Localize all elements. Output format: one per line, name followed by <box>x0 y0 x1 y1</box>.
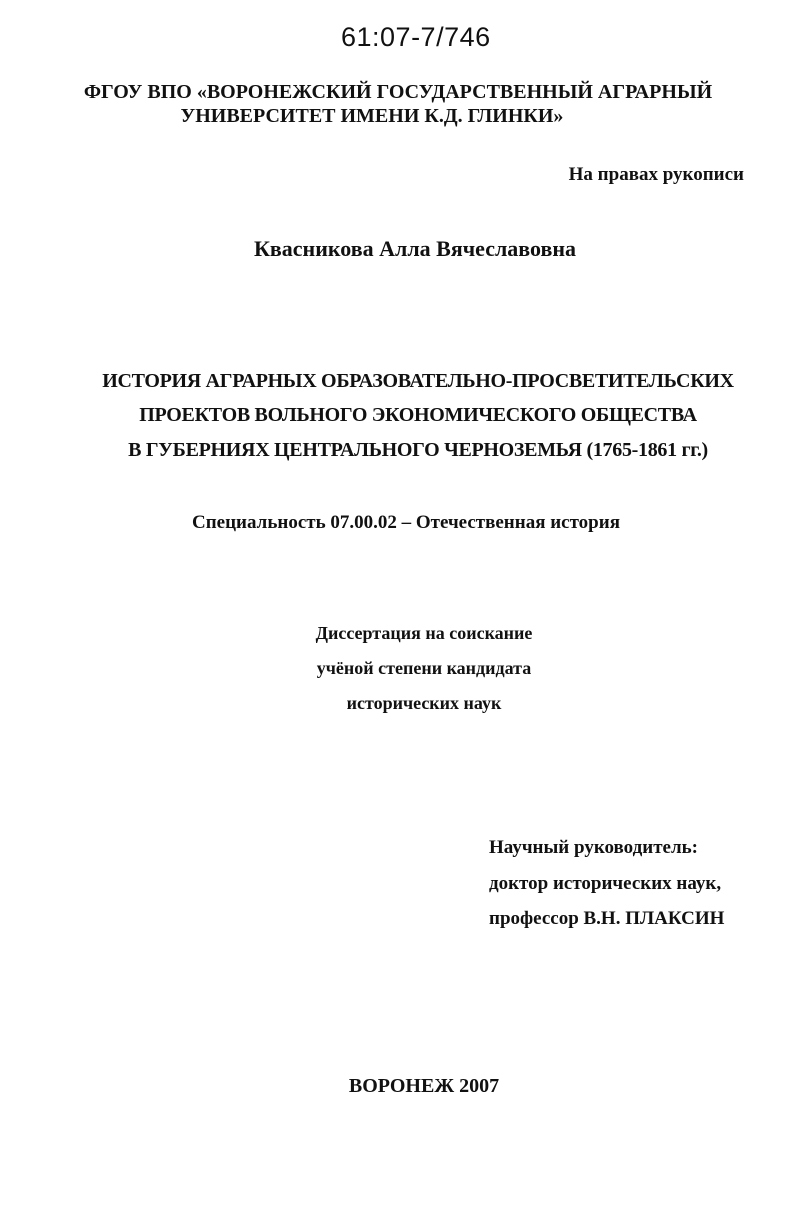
supervisor-name: профессор В.Н. ПЛАКСИН <box>489 908 725 929</box>
degree-line-3: исторических наук <box>346 693 502 713</box>
supervisor-degree: доктор исторических наук, <box>489 873 722 894</box>
author-name: Квасникова Алла Вячеславовна <box>253 236 577 261</box>
degree-line-1: Диссертация на соискание <box>315 623 533 643</box>
dissertation-title-line-3: В ГУБЕРНИЯХ ЦЕНТРАЛЬНОГО ЧЕРНОЗЕМЬЯ (1765-1861 гг.) <box>128 439 708 461</box>
catalog-number: 61:07-7/746 <box>341 22 491 52</box>
supervisor-label: Научный руководитель: <box>489 837 698 858</box>
specialty-line: Специальность 07.00.02 – Отечественная история <box>192 512 620 533</box>
institution-line-1: ФГОУ ВПО «ВОРОНЕЖСКИЙ ГОСУДАРСТВЕННЫЙ АГРАРНЫЙ <box>83 81 713 103</box>
institution-line-2: УНИВЕРСИТЕТ ИМЕНИ К.Д. ГЛИНКИ» <box>180 105 564 127</box>
city-year: ВОРОНЕЖ 2007 <box>348 1075 500 1097</box>
dissertation-title-line-1: ИСТОРИЯ АГРАРНЫХ ОБРАЗОВАТЕЛЬНО-ПРОСВЕТИТЕЛЬСКИХ <box>102 370 734 392</box>
degree-line-2: учёной степени кандидата <box>316 658 532 678</box>
manuscript-note: На правах рукописи <box>568 164 744 185</box>
dissertation-title-line-2: ПРОЕКТОВ ВОЛЬНОГО ЭКОНОМИЧЕСКОГО ОБЩЕСТВА <box>139 404 697 426</box>
